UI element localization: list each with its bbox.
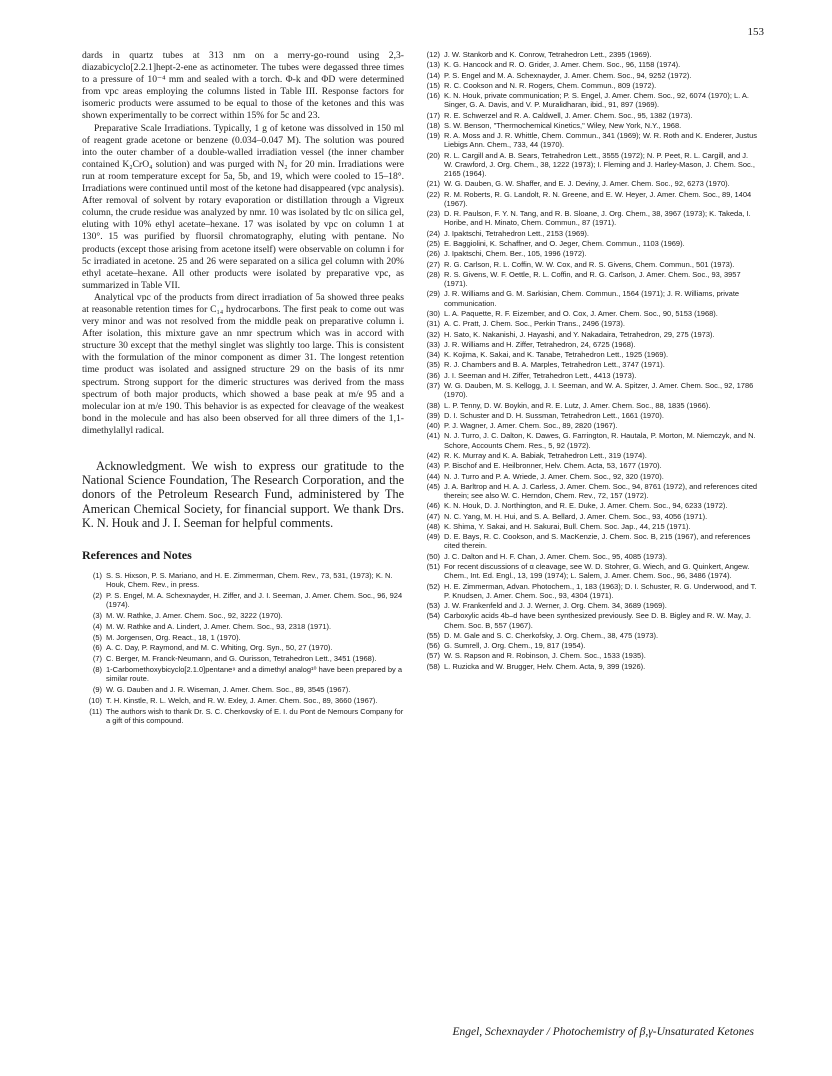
reference-text: J. R. Williams and H. Ziffer, Tetrahedron, 24, 6725 (1968). xyxy=(444,339,636,349)
reference-number: (34) xyxy=(426,350,440,360)
reference-number: (38) xyxy=(426,400,440,410)
reference-text: J. R. Williams and G. M. Sarkisian, Chem. Commun., 1564 (1971); J. R. Williams, private communication. xyxy=(444,289,740,308)
reference-item xyxy=(82,611,404,620)
reference-text: K. N. Houk, private communication; P. S. Engel, J. Amer. Chem. Soc., 92, 6074 (1970); L. A. Singer, G. A. Davis, and V. P. Muralidharan, ibid., 91, 897 (1969). xyxy=(444,91,750,110)
reference-item xyxy=(82,643,404,652)
reference-item xyxy=(82,654,404,663)
reference-number: (50) xyxy=(426,551,440,561)
reference-text: S. W. Benson, "Thermochemical Kinetics," Wiley, New York, N.Y., 1968. xyxy=(444,120,682,130)
reference-number: (8) xyxy=(92,665,102,674)
reference-item xyxy=(420,381,758,399)
reference-text: P. Bischof and E. Heilbronner, Helv. Chem. Acta, 53, 1677 (1970). xyxy=(444,461,662,471)
references-list-right xyxy=(420,50,758,671)
reference-item xyxy=(420,91,758,109)
reference-item xyxy=(420,319,758,328)
reference-item xyxy=(420,179,758,188)
reference-item xyxy=(420,81,758,90)
reference-item xyxy=(420,60,758,69)
references-list-left xyxy=(82,571,404,725)
reference-number: (11) xyxy=(89,706,102,716)
reference-number: (6) xyxy=(92,643,102,653)
reference-text: For recent discussions of α cleavage, see W. D. Stohrer, G. Wiech, and G. Quinkert, Angew. Chem., Int. Ed. Engl., 13, 199 (1974); L. Salem, J. Amer. Chem. Soc., 96, 3486 (1974). xyxy=(444,562,750,581)
reference-item xyxy=(420,421,758,430)
reference-text: A. C. Day, P. Raymond, and M. C. Whiting, Org. Syn., 50, 27 (1970). xyxy=(106,643,333,653)
reference-number: (12) xyxy=(426,50,440,59)
reference-number: (29) xyxy=(426,289,440,299)
reference-text: E. Baggiolini, K. Schaffner, and O. Jeger, Chem. Commun., 1103 (1969). xyxy=(444,239,685,249)
reference-text: T. H. Kinstle, R. L. Welch, and R. W. Exley, J. Amer. Chem. Soc., 89, 3660 (1967). xyxy=(106,695,378,705)
reference-text: D. I. Schuster and D. H. Sussman, Tetrahedron Lett., 1661 (1970). xyxy=(444,410,664,420)
reference-item xyxy=(420,401,758,410)
reference-item xyxy=(420,270,758,288)
reference-number: (32) xyxy=(426,329,440,339)
reference-text: M. W. Rathke and A. Lindert, J. Amer. Chem. Soc., 93, 2318 (1971). xyxy=(106,621,332,631)
reference-item xyxy=(82,633,404,642)
reference-number: (13) xyxy=(426,60,440,70)
reference-item xyxy=(82,571,404,589)
reference-item xyxy=(420,260,758,269)
reference-number: (20) xyxy=(426,150,440,160)
reference-number: (48) xyxy=(426,521,440,531)
reference-item xyxy=(420,309,758,318)
reference-number: (57) xyxy=(426,651,440,661)
reference-number: (35) xyxy=(426,360,440,370)
reference-number: (3) xyxy=(92,611,102,621)
reference-item xyxy=(82,707,404,725)
reference-number: (54) xyxy=(426,611,440,621)
reference-text: N. J. Turro and P. A. Wriede, J. Amer. Chem. Soc., 92, 320 (1970). xyxy=(444,471,664,481)
reference-item xyxy=(82,665,404,683)
reference-text: R. A. Moss and J. R. Whittle, Chem. Commun., 341 (1969); W. R. Roth and K. Enderer, Justus Liebigs Ann. Chem., 733, 44 (1970). xyxy=(444,131,758,150)
reference-item xyxy=(420,71,758,80)
reference-text: J. W. Stankorb and K. Conrow, Tetrahedron Lett., 2395 (1969). xyxy=(444,50,652,59)
reference-item xyxy=(420,360,758,369)
reference-number: (24) xyxy=(426,228,440,238)
reference-item xyxy=(420,121,758,130)
reference-number: (44) xyxy=(426,471,440,481)
reference-item xyxy=(420,522,758,531)
left-column xyxy=(82,50,404,727)
reference-item xyxy=(420,562,758,580)
reference-item xyxy=(420,461,758,470)
reference-number: (42) xyxy=(426,450,440,460)
reference-number: (39) xyxy=(426,410,440,420)
reference-number: (55) xyxy=(426,630,440,640)
reference-text: P. S. Engel and M. A. Schexnayder, J. Amer. Chem. Soc., 94, 9252 (1972). xyxy=(444,70,692,80)
reference-text: H. E. Zimmerman, Advan. Photochem., 1, 183 (1963); D. I. Schuster, R. G. Underwood, and T. P. Knudsen, J. Amer. Chem. Soc., 93, 4304 (1971). xyxy=(444,581,757,600)
reference-text: J. Ipaktschi, Tetrahedron Lett., 2153 (1969). xyxy=(444,228,589,238)
reference-item xyxy=(420,472,758,481)
reference-number: (25) xyxy=(426,239,440,249)
body-paragraph: dards in quartz tubes at 313 nm on a merry-go-round using 2,3-diazabicyclo[2.2.1]hept-2-ene as actinometer. The tubes were degassed three times to a pressure of 10⁻⁴ mm and sealed with a torch. Φ-k and ΦD were determined from vpc areas employing the columns listed in Table III. Response factors for isomeric products were assumed to be equal to those of the ketones and this was shown experimentally to be correct within 15% for 5c and 23. xyxy=(82,50,404,122)
body-paragraph: Analytical vpc of the products from direct irradiation of 5a showed three peaks at reasonable retention times for C₁₄ hydrocarbons. The first peak to come out was very minor and was not resolved from the middle peak on preparative column i. After isolation, this mixture gave an nmr spectrum which was in accord with structure 30 except that the methyl singlet was slightly too large. This is consistent with the formulation of the minor component as dimer 31. The longest retention time product was isolated and assigned structure 29 on the basis of its nmr spectrum. Strong support for the dimeric structures was derived from the mass spectrum of both major products, which showed a base peak at m/e 95 and a molecular ion at m/e 190. This behavior is as expected for cleavage of the weakest bond in the molecule and has also been observed for all three dimers of the 1,1-dimethylallyl radical. xyxy=(82,291,404,436)
reference-item xyxy=(420,239,758,248)
reference-text: K. N. Houk, D. J. Northington, and R. E. Duke, J. Amer. Chem. Soc., 94, 6233 (1972). xyxy=(444,501,728,511)
reference-item xyxy=(420,190,758,208)
reference-text: R. E. Schwerzel and R. A. Caldwell, J. Amer. Chem. Soc., 95, 1382 (1973). xyxy=(444,110,693,120)
reference-item xyxy=(420,532,758,550)
reference-number: (2) xyxy=(92,591,102,601)
reference-item xyxy=(420,501,758,510)
reference-number: (37) xyxy=(426,381,440,391)
reference-number: (53) xyxy=(426,601,440,611)
reference-text: G. Sumrell, J. Org. Chem., 19, 817 (1954). xyxy=(444,641,586,651)
reference-number: (41) xyxy=(426,431,440,441)
reference-text: R. M. Roberts, R. G. Landolt, R. N. Greene, and E. W. Heyer, J. Amer. Chem. Soc., 89, 1404 (1967). xyxy=(444,189,752,208)
reference-item xyxy=(420,131,758,149)
acknowledgment: Acknowledgment. We wish to express our gratitude to the National Science Foundation, The Research Corporation, and the donors of the Petroleum Research Fund, administered by The American Chemical Society, for financial support. We thank Drs. K. N. Houk and J. I. Seeman for helpful comments. xyxy=(82,459,404,530)
reference-item xyxy=(420,582,758,600)
reference-number: (23) xyxy=(426,209,440,219)
reference-item xyxy=(420,611,758,629)
reference-text: P. J. Wagner, J. Amer. Chem. Soc., 89, 2820 (1967). xyxy=(444,421,618,431)
reference-number: (10) xyxy=(88,695,102,705)
reference-item xyxy=(420,451,758,460)
reference-item xyxy=(420,249,758,258)
reference-number: (30) xyxy=(426,308,440,318)
reference-text: R. S. Givens, W. F. Oettle, R. L. Coffin, and R. G. Carlson, J. Amer. Chem. Soc., 93, 3957 (1971). xyxy=(444,269,741,289)
reference-text: W. G. Dauben, G. W. Shaffer, and E. J. Deviny, J. Amer. Chem. Soc., 92, 6273 (1970). xyxy=(444,179,730,189)
reference-text: R. C. Cookson and N. R. Rogers, Chem. Commun., 809 (1972). xyxy=(444,80,657,90)
reference-number: (47) xyxy=(426,511,440,521)
reference-item xyxy=(420,340,758,349)
reference-text: J. C. Dalton and H. F. Chan, J. Amer. Chem. Soc., 95, 4085 (1973). xyxy=(444,551,668,561)
reference-text: The authors wish to thank Dr. S. C. Cherkovsky of E. I. du Pont de Nemours Company for a gift of this compound. xyxy=(106,706,404,725)
reference-number: (49) xyxy=(426,532,440,542)
right-column xyxy=(420,50,758,672)
reference-item xyxy=(420,482,758,500)
reference-text: L. P. Tenny, D. W. Boykin, and R. E. Lutz, J. Amer. Chem. Soc., 88, 1835 (1966). xyxy=(444,400,711,410)
reference-item xyxy=(82,696,404,705)
reference-text: S. S. Hixson, P. S. Mariano, and H. E. Zimmerman, Chem. Rev., 73, 531, (1973); K. N. Houk, Chem. Rev., in press. xyxy=(106,571,393,590)
reference-item xyxy=(420,641,758,650)
reference-item xyxy=(420,350,758,359)
running-footer: Engel, Schexnayder / Photochemistry of β,γ-Unsaturated Ketones xyxy=(452,1026,754,1038)
reference-text: R. L. Cargill and A. B. Sears, Tetrahedron Lett., 3555 (1972); N. P. Peet, R. L. Cargill, and J. W. Crawford, J. Org. Chem., 38, 1222 (1973); I. Fleming and J. Harley-Mason, J. Chem. Soc., 2165 (1964). xyxy=(444,150,755,179)
reference-text: N. C. Yang, M. H. Hui, and S. A. Bellard, J. Amer. Chem. Soc., 93, 4056 (1971). xyxy=(444,511,708,521)
reference-item xyxy=(420,512,758,521)
reference-item xyxy=(82,591,404,609)
reference-item xyxy=(420,552,758,561)
reference-text: N. J. Turro, J. C. Dalton, K. Dawes, G. Farrington, R. Hautala, P. Morton, M. Niemczyk, and N. Schore, Accounts Chem. Res., 5, 92 (1972). xyxy=(444,431,756,450)
reference-item xyxy=(82,622,404,631)
reference-text: R. G. Carlson, R. L. Coffin, W. W. Cox, and R. S. Givens, Chem. Commun., 501 (1973). xyxy=(444,259,735,269)
reference-number: (45) xyxy=(426,481,440,491)
reference-text: K. Kojima, K. Sakai, and K. Tanabe, Tetrahedron Lett., 1925 (1969). xyxy=(444,350,669,360)
reference-item xyxy=(420,631,758,640)
reference-item xyxy=(82,685,404,694)
reference-text: D. M. Gale and S. C. Cherkofsky, J. Org. Chem., 38, 475 (1973). xyxy=(444,630,659,640)
reference-number: (17) xyxy=(426,110,440,120)
reference-item xyxy=(420,151,758,179)
reference-item xyxy=(420,651,758,660)
reference-number: (18) xyxy=(426,120,440,130)
reference-text: 1-Carbomethoxybicyclo[2.1.0]pentane⁹ and a dimethyl analog¹⁰ have been prepared by a similar route. xyxy=(106,665,402,684)
reference-number: (15) xyxy=(426,80,440,90)
reference-item xyxy=(420,411,758,420)
reference-number: (14) xyxy=(426,70,440,80)
reference-number: (31) xyxy=(426,319,440,329)
reference-number: (5) xyxy=(92,632,102,642)
reference-number: (58) xyxy=(426,661,440,671)
reference-text: J. W. Frankenfeld and J. J. Werner, J. Org. Chem. 34, 3689 (1969). xyxy=(444,601,667,611)
reference-number: (36) xyxy=(426,370,440,380)
reference-number: (43) xyxy=(426,461,440,471)
reference-text: W. S. Rapson and R. Robinson, J. Chem. Soc., 1533 (1935). xyxy=(444,651,646,661)
reference-text: C. Berger, M. Franck-Neumann, and G. Ourisson, Tetrahedron Lett., 3451 (1968). xyxy=(106,654,377,664)
reference-text: R. J. Chambers and B. A. Marples, Tetrahedron Lett., 3747 (1971). xyxy=(444,360,665,370)
reference-number: (4) xyxy=(92,621,102,631)
reference-number: (56) xyxy=(426,641,440,651)
reference-text: M. Jorgensen, Org. React., 18, 1 (1970). xyxy=(106,632,241,642)
reference-item xyxy=(420,229,758,238)
reference-number: (28) xyxy=(426,269,440,279)
reference-text: P. S. Engel, M. A. Schexnayder, H. Ziffer, and J. I. Seeman, J. Amer. Chem. Soc., 96, 924 (1974). xyxy=(106,591,403,610)
reference-number: (51) xyxy=(426,562,440,572)
page-number: 153 xyxy=(747,26,764,38)
reference-text: A. C. Pratt, J. Chem. Soc., Perkin Trans., 2496 (1973). xyxy=(444,319,625,329)
reference-text: D. E. Bays, R. C. Cookson, and S. MacKenzie, J. Chem. Soc. B, 215 (1967), and references cited therein. xyxy=(444,532,751,551)
reference-number: (19) xyxy=(426,131,440,141)
reference-text: M. W. Rathke, J. Amer. Chem. Soc., 92, 3222 (1970). xyxy=(106,611,283,621)
reference-item xyxy=(420,601,758,610)
reference-number: (1) xyxy=(92,571,102,581)
reference-text: J. I. Seeman and H. Ziffer, Tetrahedron Lett., 4413 (1973). xyxy=(444,370,637,380)
reference-item xyxy=(420,330,758,339)
reference-item xyxy=(420,431,758,449)
reference-number: (26) xyxy=(426,249,440,259)
reference-text: K. G. Hancock and R. O. Grider, J. Amer. Chem. Soc., 96, 1158 (1974). xyxy=(444,60,681,70)
reference-number: (7) xyxy=(92,654,102,664)
references-heading: References and Notes xyxy=(82,548,192,563)
reference-number: (21) xyxy=(426,179,440,189)
reference-text: W. G. Dauben and J. R. Wiseman, J. Amer. Chem. Soc., 89, 3545 (1967). xyxy=(106,685,351,694)
reference-item xyxy=(420,289,758,307)
reference-item xyxy=(420,662,758,671)
reference-number: (46) xyxy=(426,501,440,511)
reference-item xyxy=(420,209,758,227)
reference-number: (16) xyxy=(426,91,440,101)
reference-number: (52) xyxy=(426,581,440,591)
reference-text: H. Sato, K. Nakanishi, J. Hayashi, and Y. Nakadaira, Tetrahedron, 29, 275 (1973). xyxy=(444,329,715,339)
body-paragraph: Preparative Scale Irradiations. Typically, 1 g of ketone was dissolved in 150 ml of reagent grade acetone or benzene (0.034–0.047 M). The solution was poured into the outer chamber of a double-walled irradiation vessel (the inner chamber contained K₂CrO₄ solution) and was purged with N₂ for 20 min. Irradiations were run at room temperature except for 5a, 5b, and 19, which were cooled to 15–18°. Irradiations were continued until most of the ketone had disappeared (vpc analysis). After removal of solvent by rotary evaporation or distillation through a Vigreux column, the crude residue was analyzed by nmr. 10 was isolated by tlc on silica gel, eluting with 10% ethyl acetate–hexane. 17 was isolated by vpc on column 1 at 130°. 15 was purified by fluorsil chromatography, eluting with pentane. No products (except those arising from acetone itself) were observable on column i for 5c irradiated in acetone. 25 and 26 were separated on a silica gel column with 20% ethyl acetate–hexane. All other products were isolated by preparative vpc, as summarized in Table VII. xyxy=(82,122,404,291)
reference-item xyxy=(420,111,758,120)
reference-text: R. K. Murray and K. A. Babiak, Tetrahedron Lett., 319 (1974). xyxy=(444,450,647,460)
reference-text: Carboxylic acids 4b–d have been synthesized previously. See D. B. Bigley and R. W. May, J. Chem. Soc. B, 557 (1967). xyxy=(444,611,751,630)
reference-text: K. Shima, Y. Sakai, and H. Sakurai, Bull. Chem. Soc. Jap., 44, 215 (1971). xyxy=(444,521,691,531)
reference-number: (27) xyxy=(426,259,440,269)
reference-number: (40) xyxy=(426,421,440,431)
reference-item xyxy=(420,50,758,59)
reference-number: (22) xyxy=(426,189,440,199)
reference-text: W. G. Dauben, M. S. Kellogg, J. I. Seeman, and W. A. Spitzer, J. Amer. Chem. Soc., 92, 1786 (1970). xyxy=(444,381,754,400)
reference-text: L. A. Paquette, R. F. Eizember, and O. Cox, J. Amer. Chem. Soc., 90, 5153 (1968). xyxy=(444,308,718,318)
reference-item xyxy=(420,371,758,380)
reference-number: (9) xyxy=(92,685,102,694)
reference-text: J. A. Barltrop and H. A. J. Carless, J. Amer. Chem. Soc., 94, 8761 (1972), and references cited therein; see also W. C. Herndon, Chem. Rev., 72, 157 (1972). xyxy=(444,481,758,501)
reference-text: L. Ruzicka and W. Brugger, Helv. Chem. Acta, 9, 399 (1926). xyxy=(444,661,646,671)
reference-number: (33) xyxy=(426,339,440,349)
reference-text: D. R. Paulson, F. Y. N. Tang, and R. B. Sloane, J. Org. Chem., 38, 3967 (1973); K. Takeda, I. Horibe, and H. Minato, Chem. Commun., 87 (1971). xyxy=(444,209,751,228)
reference-text: J. Ipaktschi, Chem. Ber., 105, 1996 (1972). xyxy=(444,249,587,259)
